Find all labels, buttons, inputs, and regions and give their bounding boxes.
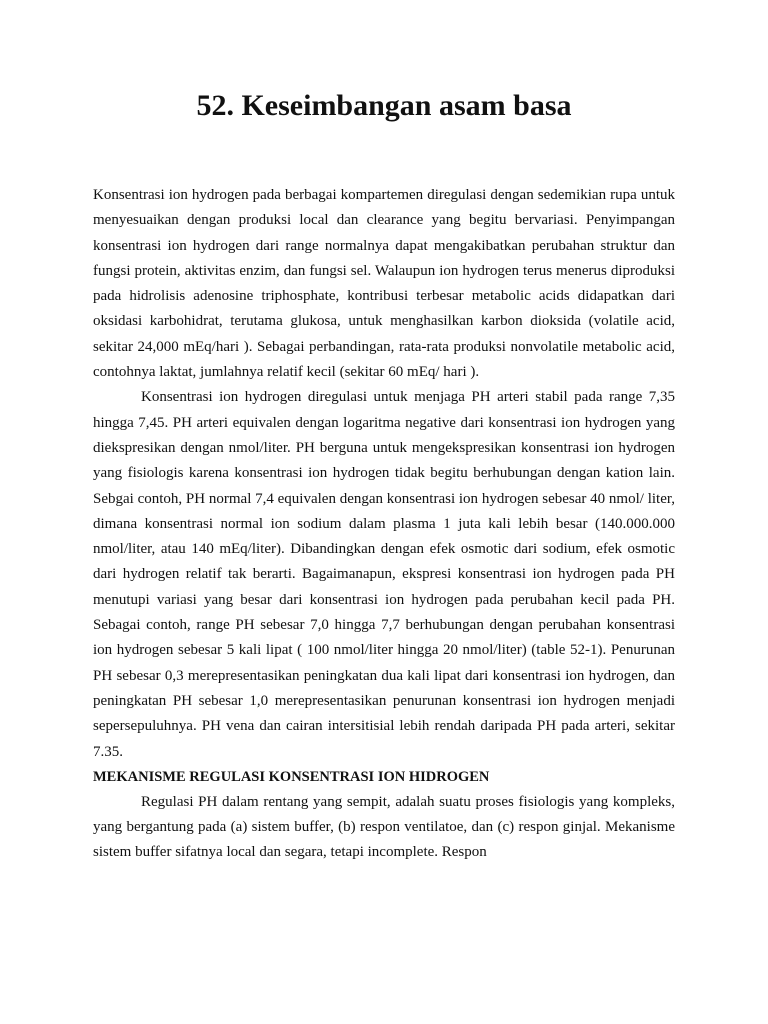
document-body	[93, 183, 675, 866]
document-title: 52. Keseimbangan asam basa	[196, 89, 572, 122]
paragraph-mechanism: Regulasi PH dalam rentang yang sempit, adalah suatu proses fisiologis yang kompleks, yang bergantung pada (a) sistem buffer, (b) respon ventilatoe, dan (c) respon ginjal. Mekanisme sistem buffer sifatnya local dan segara, tetapi incomplete. Respon	[93, 793, 675, 861]
section-heading: MEKANISME REGULASI KONSENTRASI ION HIDROGEN	[93, 768, 490, 785]
paragraph-ph-regulation: Konsentrasi ion hydrogen diregulasi untuk menjaga PH arteri stabil pada range 7,35 hingga 7,45. PH arteri equivalen dengan logaritma negative dari konsentrasi ion hydrogen yang diekspresikan dengan nmol/liter. PH berguna untuk mengekspresikan konsentrasi ion hydrogen yang fisiologis karena konsentrasi ion hydrogen tidak begitu berhubungan dengan kation lain. Sebgai contoh, PH normal 7,4 equivalen dengan konsentrasi ion hydrogen sebesar 40 nmol/ liter, dimana konsentrasi normal ion sodium dalam plasma 1 juta kali lebih besar (140.000.000 nmol/liter, atau 140 mEq/liter). Dibandingkan dengan efek osmotic dari sodium, efek osmotic dari hydrogen relatif tak berarti. Bagaimanapun, ekspresi konsentrasi ion hydrogen pada PH menutupi variasi yang besar dari konsentrasi ion hydrogen pada perubahan kecil pada PH. Sebagai contoh, range PH sebesar 7,0 hingga 7,7 berhubungan dengan perubahan konsentrasi ion hydrogen sebesar 5 kali lipat ( 100 nmol/liter hingga 20 nmol/liter) (table 52-1). Penurunan PH sebesar 0,3 merepresentasikan peningkatan dua kali lipat dari konsentrasi ion hydrogen, dan peningkatan PH sebesar 1,0 merepresentasikan penurunan konsentrasi ion hydrogen menjadi sepersepuluhnya. PH vena dan cairan intersitisial lebih rendah daripada PH pada arteri, sekitar 7.35.	[93, 389, 675, 760]
paragraph-intro: Konsentrasi ion hydrogen pada berbagai kompartemen diregulasi dengan sedemikian rupa untuk menyesuaikan dengan produksi local dan clearance yang begitu bervariasi. Penyimpangan konsentrasi ion hydrogen dari range normalnya dapat mengakibatkan perubahan struktur dan fungsi protein, aktivitas enzim, dan fungsi sel. Walaupun ion hydrogen terus menerus diproduksi pada hidrolisis adenosine triphosphate, kontribusi terbesar metabolic acids didapatkan dari oksidasi karbohidrat, terutama glukosa, untuk menghasilkan karbon dioksida (volatile acid, sekitar 24,000 mEq/hari ). Sebagai perbandingan, rata-rata produksi nonvolatile metabolic acid, contohnya laktat, jumlahnya relatif kecil (sekitar 60 mEq/ hari ).	[93, 187, 675, 381]
